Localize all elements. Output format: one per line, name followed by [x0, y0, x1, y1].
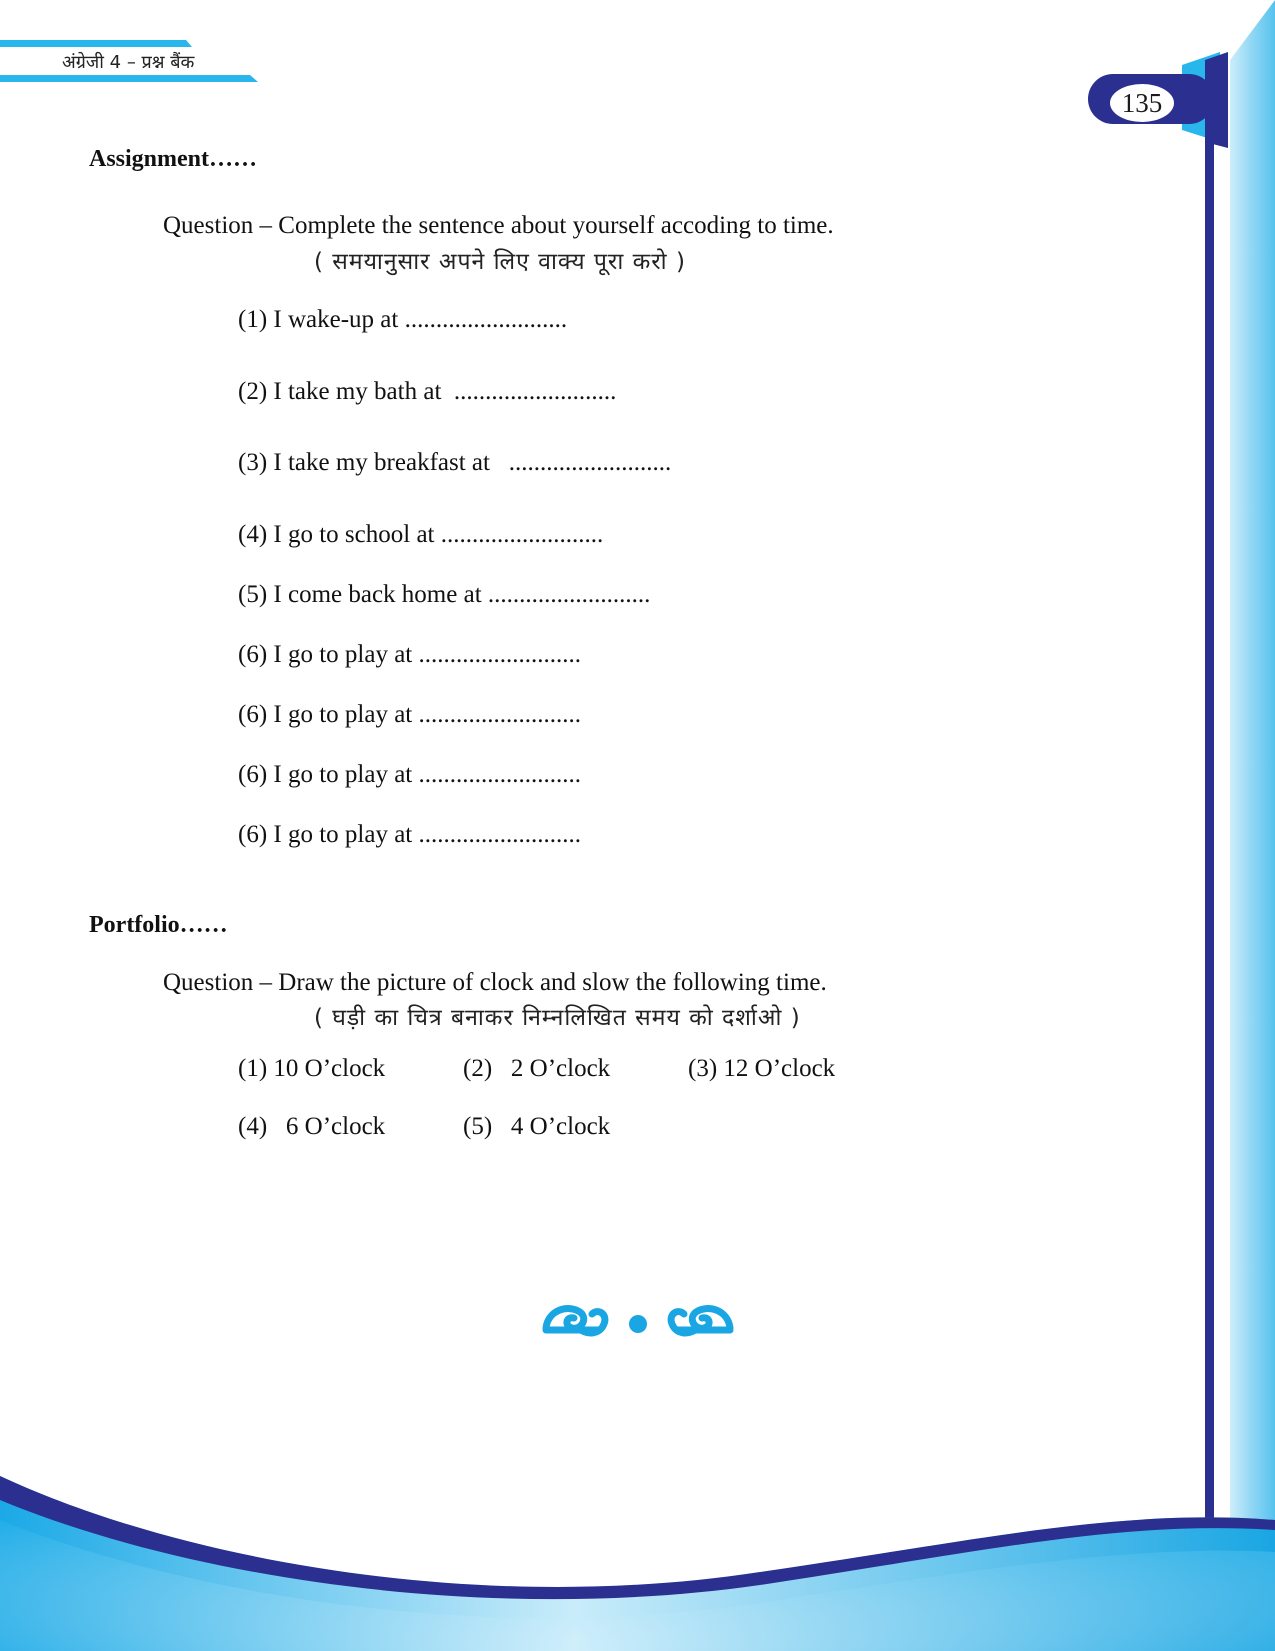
- portfolio-question-hindi: ( घड़ी का चित्र बनाकर निम्नलिखित समय को दर्शाओ ): [314, 1005, 801, 1031]
- bottom-wave: [0, 1476, 1275, 1651]
- ornament-divider-icon: [538, 1290, 738, 1350]
- clock-time-item: (1) 10 O’clock: [238, 1055, 386, 1082]
- right-side-bar: [1205, 0, 1275, 1651]
- page-number: 135: [1110, 84, 1174, 122]
- book-title: अंग्रेजी 4 – प्रश्न बैंक: [62, 52, 195, 73]
- clock-time-item: (2) 2 O’clock: [463, 1055, 611, 1082]
- assignment-item: (2) I take my bath at ..........................: [238, 378, 617, 405]
- clock-time-item: (4) 6 O’clock: [238, 1113, 386, 1140]
- assignment-question-hindi: ( समयानुसार अपने लिए वाक्य पूरा करो ): [314, 249, 686, 275]
- portfolio-heading: Portfolio……: [89, 912, 228, 938]
- assignment-item: (5) I come back home at ..........................: [238, 581, 651, 608]
- assignment-item: (3) I take my breakfast at ..........................: [238, 449, 672, 476]
- assignment-item: (6) I go to play at ..........................: [238, 761, 582, 788]
- clock-time-item: (5) 4 O’clock: [463, 1113, 611, 1140]
- assignment-item: (1) I wake-up at ..........................: [238, 306, 568, 333]
- clock-time-item: (3) 12 O’clock: [688, 1055, 836, 1082]
- assignment-item: (6) I go to play at ..........................: [238, 641, 582, 668]
- assignment-question: Question – Complete the sentence about yourself accoding to time.: [163, 212, 834, 239]
- assignment-item: (6) I go to play at ..........................: [238, 701, 582, 728]
- assignment-item: (6) I go to play at ..........................: [238, 821, 582, 848]
- assignment-item: (4) I go to school at ..........................: [238, 521, 604, 548]
- portfolio-question: Question – Draw the picture of clock and slow the following time.: [163, 969, 827, 996]
- assignment-heading: Assignment……: [89, 146, 258, 172]
